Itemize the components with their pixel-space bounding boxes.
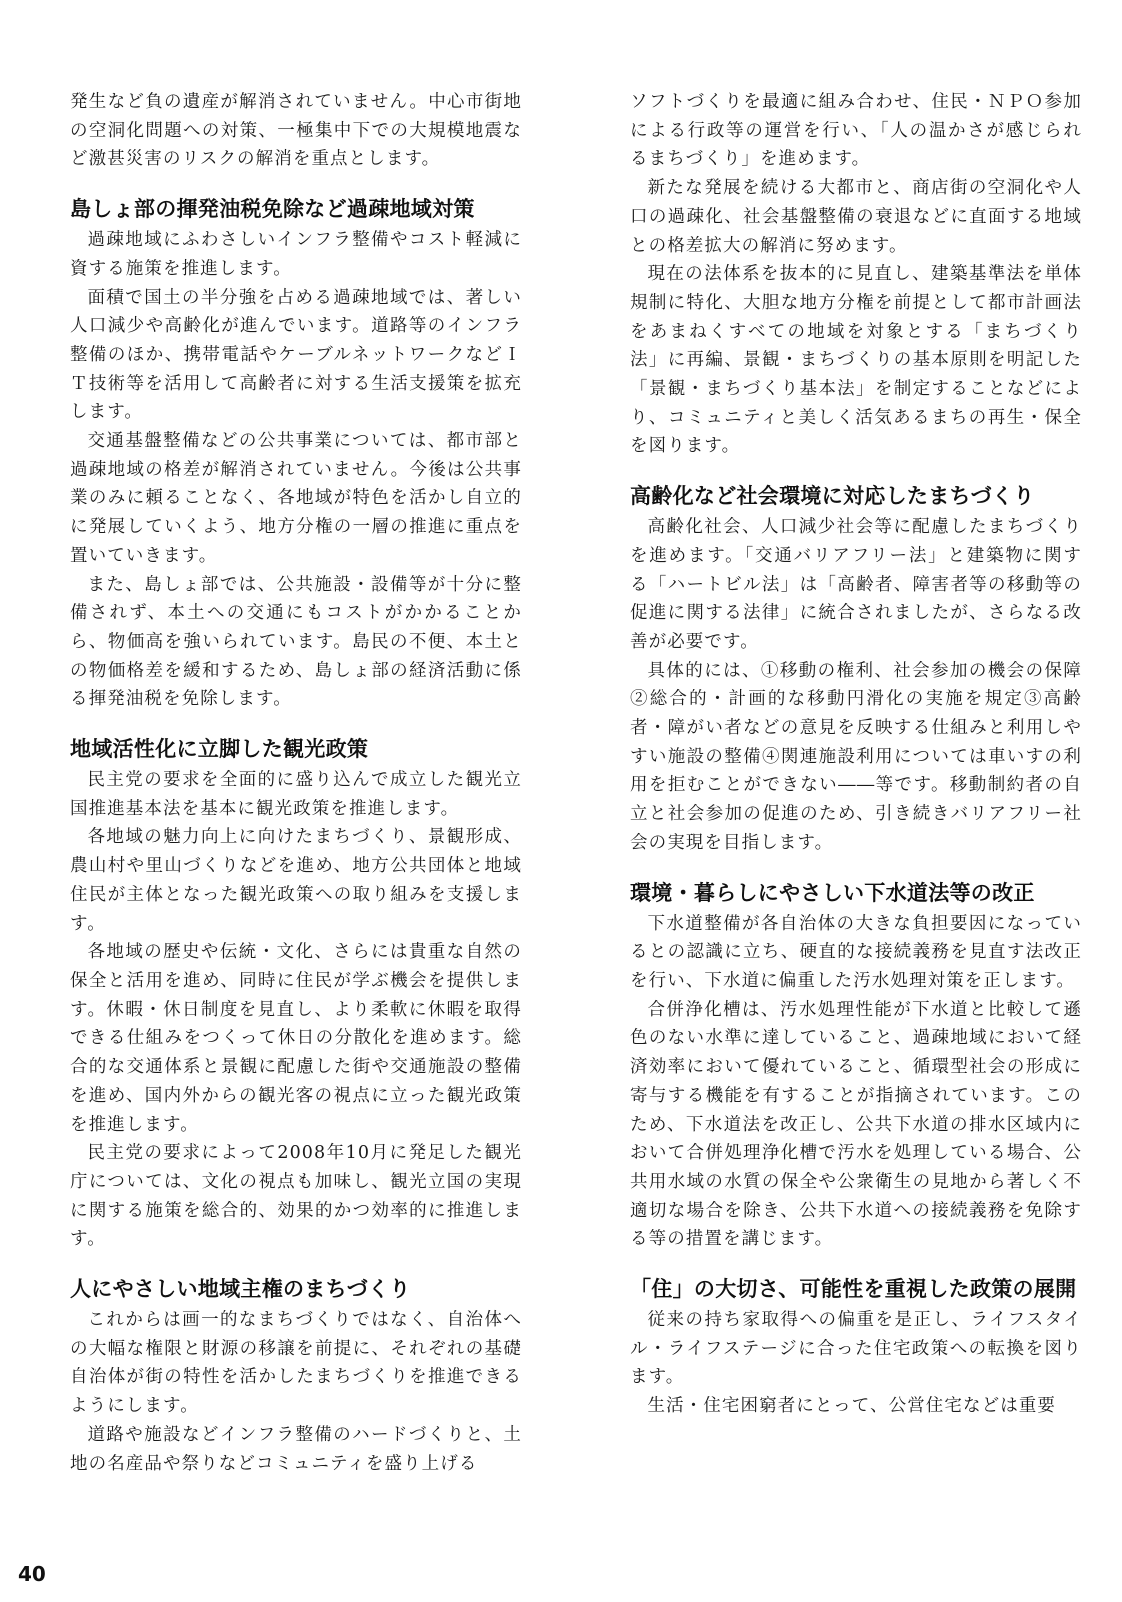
section-heading: 環境・暮らしにやさしい下水道法等の改正	[630, 880, 1035, 905]
section-heading: 島しょ部の揮発油税免除など過疎地域対策	[70, 197, 475, 222]
paragraph: 現在の法体系を抜本的に見直し、建築基準法を単体規制に特化、大胆な地方分権を前提として都市計画法をあまねくすべての地域を対象とする「まちづくり法」に再編、景観・まちづくりの基本原則を明記した「景観・まちづくり基本法」を制定することなどにより、コミュニティと美しく活気あるまちの再生・保全を図ります。	[630, 264, 1082, 457]
paragraph: 面積で国土の半分強を占める過疎地域では、著しい人口減少や高齢化が進んでいます。道路等のインフラ整備のほか、携帯電話やケーブルネットワークなどＩＴ技術等を活用して高齢者に対する生活支援策を拡充します。	[70, 287, 522, 423]
paragraph: 従来の持ち家取得への偏重を是正し、ライフスタイル・ライフステージに合った住宅政策への転換を図ります。	[630, 1310, 1082, 1388]
section-heading: 人にやさしい地域主権のまちづくり	[70, 1277, 411, 1302]
paragraph: 道路や施設などインフラ整備のハードづくりと、土地の名産品や祭りなどコミュニティを盛り上げる	[70, 1424, 522, 1474]
section-heading: 高齢化など社会環境に対応したまちづくり	[630, 484, 1035, 509]
paragraph: これからは画一的なまちづくりではなく、自治体への大幅な権限と財源の移譲を前提に、それぞれの基礎自治体が街の特性を活かしたまちづくりを推進できるようにします。	[70, 1310, 522, 1417]
paragraph: ソフトづくりを最適に組み合わせ、住民・ＮＰＯ参加による行政等の運営を行い、「人の温かさが感じられるまちづくり」を進めます。	[630, 92, 1082, 170]
section-heading: 「住」の大切さ、可能性を重視した政策の展開	[630, 1277, 1077, 1302]
paragraph: 新たな発展を続ける大都市と、商店街の空洞化や人口の過疎化、社会基盤整備の衰退などに直面する地域との格差拡大の解消に努めます。	[630, 178, 1082, 256]
paragraph: 過疎地域にふわさしいインフラ整備やコスト軽減に資する施策を推進します。	[70, 230, 522, 279]
section-heading: 地域活性化に立脚した観光政策	[70, 737, 369, 762]
right-column	[630, 88, 1082, 1421]
page-number: 40	[18, 1562, 46, 1586]
paragraph: 各地域の歴史や伝統・文化、さらには貴重な自然の保全と活用を進め、同時に住民が学ぶ機会を提供します。休暇・休日制度を見直し、より柔軟に休暇を取得できる仕組みをつくって休日の分散化を進めます。総合的な交通体系と景観に配慮した街や交通施設の整備を進め、国内外からの観光客の視点に立った観光政策を推進します。	[70, 942, 522, 1135]
paragraph: 民主党の要求によって2008年10月に発足した観光庁については、文化の視点も加味し、観光立国の実現に関する施策を総合的、効果的かつ効率的に推進します。	[70, 1143, 522, 1250]
paragraph: 合併浄化槽は、汚水処理性能が下水道と比較して遜色のない水準に達していること、過疎地域において経済効率において優れていること、循環型社会の形成に寄与する機能を有することが指摘されています。このため、下水道法を改正し、公共下水道の排水区域内において合併処理浄化槽で汚水を処理している場合、公共用水域の水質の保全や公衆衛生の見地から著しく不適切な場合を除き、公共下水道への接続義務を免除する等の措置を講じます。	[630, 999, 1082, 1250]
paragraph: 民主党の要求を全面的に盛り込んで成立した観光立国推進基本法を基本に観光政策を推進します。	[70, 770, 522, 819]
paragraph: 各地域の魅力向上に向けたまちづくり、景観形成、農山村や里山づくりなどを進め、地方公共団体と地域住民が主体となった観光政策への取り組みを支援します。	[70, 827, 522, 934]
paragraph: 生活・住宅困窮者にとって、公営住宅などは重要	[647, 1396, 1056, 1417]
paragraph: 交通基盤整備などの公共事業については、都市部と過疎地域の格差が解消されていません。今後は公共事業のみに頼ることなく、各地域が特色を活かし自立的に発展していくよう、地方分権の一層の推進に重点を置いていきます。	[70, 431, 522, 566]
left-column	[70, 88, 522, 1478]
paragraph: 発生など負の遺産が解消されていません。中心市街地の空洞化問題への対策、一極集中下での大規模地震など激甚災害のリスクの解消を重点とします。	[70, 92, 522, 170]
paragraph: 具体的には、①移動の権利、社会参加の機会の保障②総合的・計画的な移動円滑化の実施を規定③高齢者・障がい者などの意見を反映する仕組みと利用しやすい施設の整備④関連施設利用については車いすの利用を拒むことができない――等です。移動制約者の自立と社会参加の促進のため、引き続きバリアフリー社会の実現を目指します。	[630, 660, 1082, 853]
paragraph: 下水道整備が各自治体の大きな負担要因になっているとの認識に立ち、硬直的な接続義務を見直す法改正を行い、下水道に偏重した汚水処理対策を正します。	[630, 913, 1082, 991]
paragraph: また、島しょ部では、公共施設・設備等が十分に整備されず、本土への交通にもコストがかかることから、物価高を強いられています。島民の不便、本土との物価格差を緩和するため、島しょ部の経済活動に係る揮発油税を免除します。	[70, 574, 522, 710]
paragraph: 高齢化社会、人口減少社会等に配慮したまちづくりを進めます。「交通バリアフリー法」と建築物に関する「ハートビル法」は「高齢者、障害者等の移動等の促進に関する法律」に統合されましたが、さらなる改善が必要です。	[630, 517, 1082, 652]
